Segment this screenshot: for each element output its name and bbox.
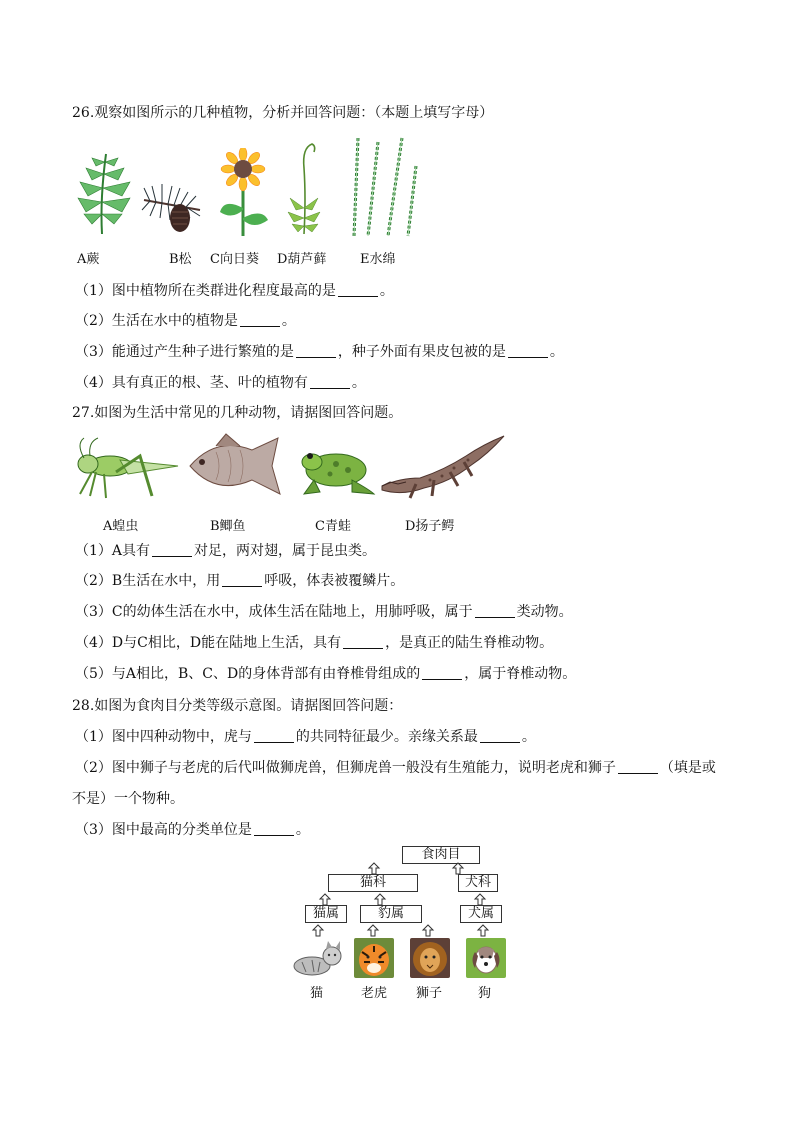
answer-blank[interactable] [475,605,515,618]
animal-label-b: B鲫鱼 [210,519,246,534]
node-genus-canis: 犬属 [460,905,502,923]
dog-photo [466,938,506,978]
answer-blank[interactable] [254,730,294,743]
animal-label-c: C青蛙 [315,519,351,534]
tree-connectors [300,860,510,940]
answer-blank[interactable] [152,544,192,557]
q27-title: 27.如图为生活中常见的几种动物，请据图回答问题。 [72,405,403,421]
animal-label-a: A蝗虫 [103,519,139,534]
moss-illustration [282,138,326,236]
q27-sub1: （1）A具有 对足，两对翅，属于昆虫类。 [75,543,377,559]
q28-title: 28.如图为食肉目分类等级示意图。请据图回答问题： [72,698,403,714]
answer-blank[interactable] [422,667,462,680]
answer-blank[interactable] [222,574,262,587]
plant-label-e: E水绵 [360,252,396,267]
pine-illustration [140,170,206,236]
q26-sub2: （2）生活在水中的植物是 。 [75,313,296,329]
spirogyra-illustration [344,136,422,238]
frog-illustration [296,444,376,496]
q27-sub3: （3）C的幼体生活在水中，成体生活在陆地上，用肺呼吸，属于 类动物。 [75,604,573,620]
animal-label-d: D扬子鳄 [405,519,455,534]
answer-blank[interactable] [310,376,350,389]
animal-name-cat: 猫 [310,986,324,1001]
q28-sub2: （2）图中狮子与老虎的后代叫做狮虎兽，但狮虎兽一般没有生殖能力，说明老虎和狮子 （填是或 [75,760,716,776]
node-genus-panthera: 豹属 [360,905,422,923]
plant-label-d: D葫芦藓 [277,252,327,267]
answer-blank[interactable] [240,314,280,327]
answer-blank[interactable] [618,761,658,774]
plant-label-a: A蕨 [77,252,100,267]
q26-sub4: （4）具有真正的根、茎、叶的植物有 。 [75,375,366,391]
plant-label-c: C向日葵 [210,252,259,267]
animal-name-dog: 狗 [478,986,492,1001]
sunflower-illustration [214,148,272,238]
plant-label-b: B松 [169,252,192,267]
lion-photo [410,938,450,978]
q28-sub1: （1）图中四种动物中，虎与 的共同特征最少。亲缘关系最 。 [75,729,536,745]
answer-blank[interactable] [480,730,520,743]
q27-sub2: （2）B生活在水中，用 呼吸，体表被覆鳞片。 [75,573,405,589]
q27-sub5: （5）与A相比，B、C、D的身体背部有由脊椎骨组成的 ，属于脊椎动物。 [75,666,577,682]
node-order: 食肉目 [402,846,480,864]
q26-sub1: （1）图中植物所在类群进化程度最高的是 。 [75,283,394,299]
q26-title: 26.观察如图所示的几种植物，分析并回答问题：（本题上填写字母） [72,105,494,121]
q26-sub3: （3）能通过产生种子进行繁殖的是 ，种子外面有果皮包被的是 。 [75,344,564,360]
tiger-photo [354,938,394,978]
chinese-alligator-illustration [380,434,506,500]
node-genus-cat: 猫属 [305,905,347,923]
node-family-dog: 犬科 [458,874,498,892]
answer-blank[interactable] [254,823,294,836]
q28-sub2-cont: 不是）一个物种。 [72,791,184,807]
answer-blank[interactable] [508,345,548,358]
animal-name-tiger: 老虎 [361,986,388,1001]
q27-sub4: （4）D与C相比，D能在陆地上生活，具有 ，是真正的陆生脊椎动物。 [75,635,554,651]
answer-blank[interactable] [338,284,378,297]
answer-blank[interactable] [296,345,336,358]
answer-blank[interactable] [343,636,383,649]
q28-sub3: （3）图中最高的分类单位是 。 [75,822,310,838]
crucian-carp-illustration [186,432,284,498]
cat-photo [286,938,346,978]
fern-illustration [72,148,136,236]
animal-name-lion: 狮子 [416,986,443,1001]
node-family-cat: 猫科 [328,874,418,892]
grasshopper-illustration [70,436,182,508]
